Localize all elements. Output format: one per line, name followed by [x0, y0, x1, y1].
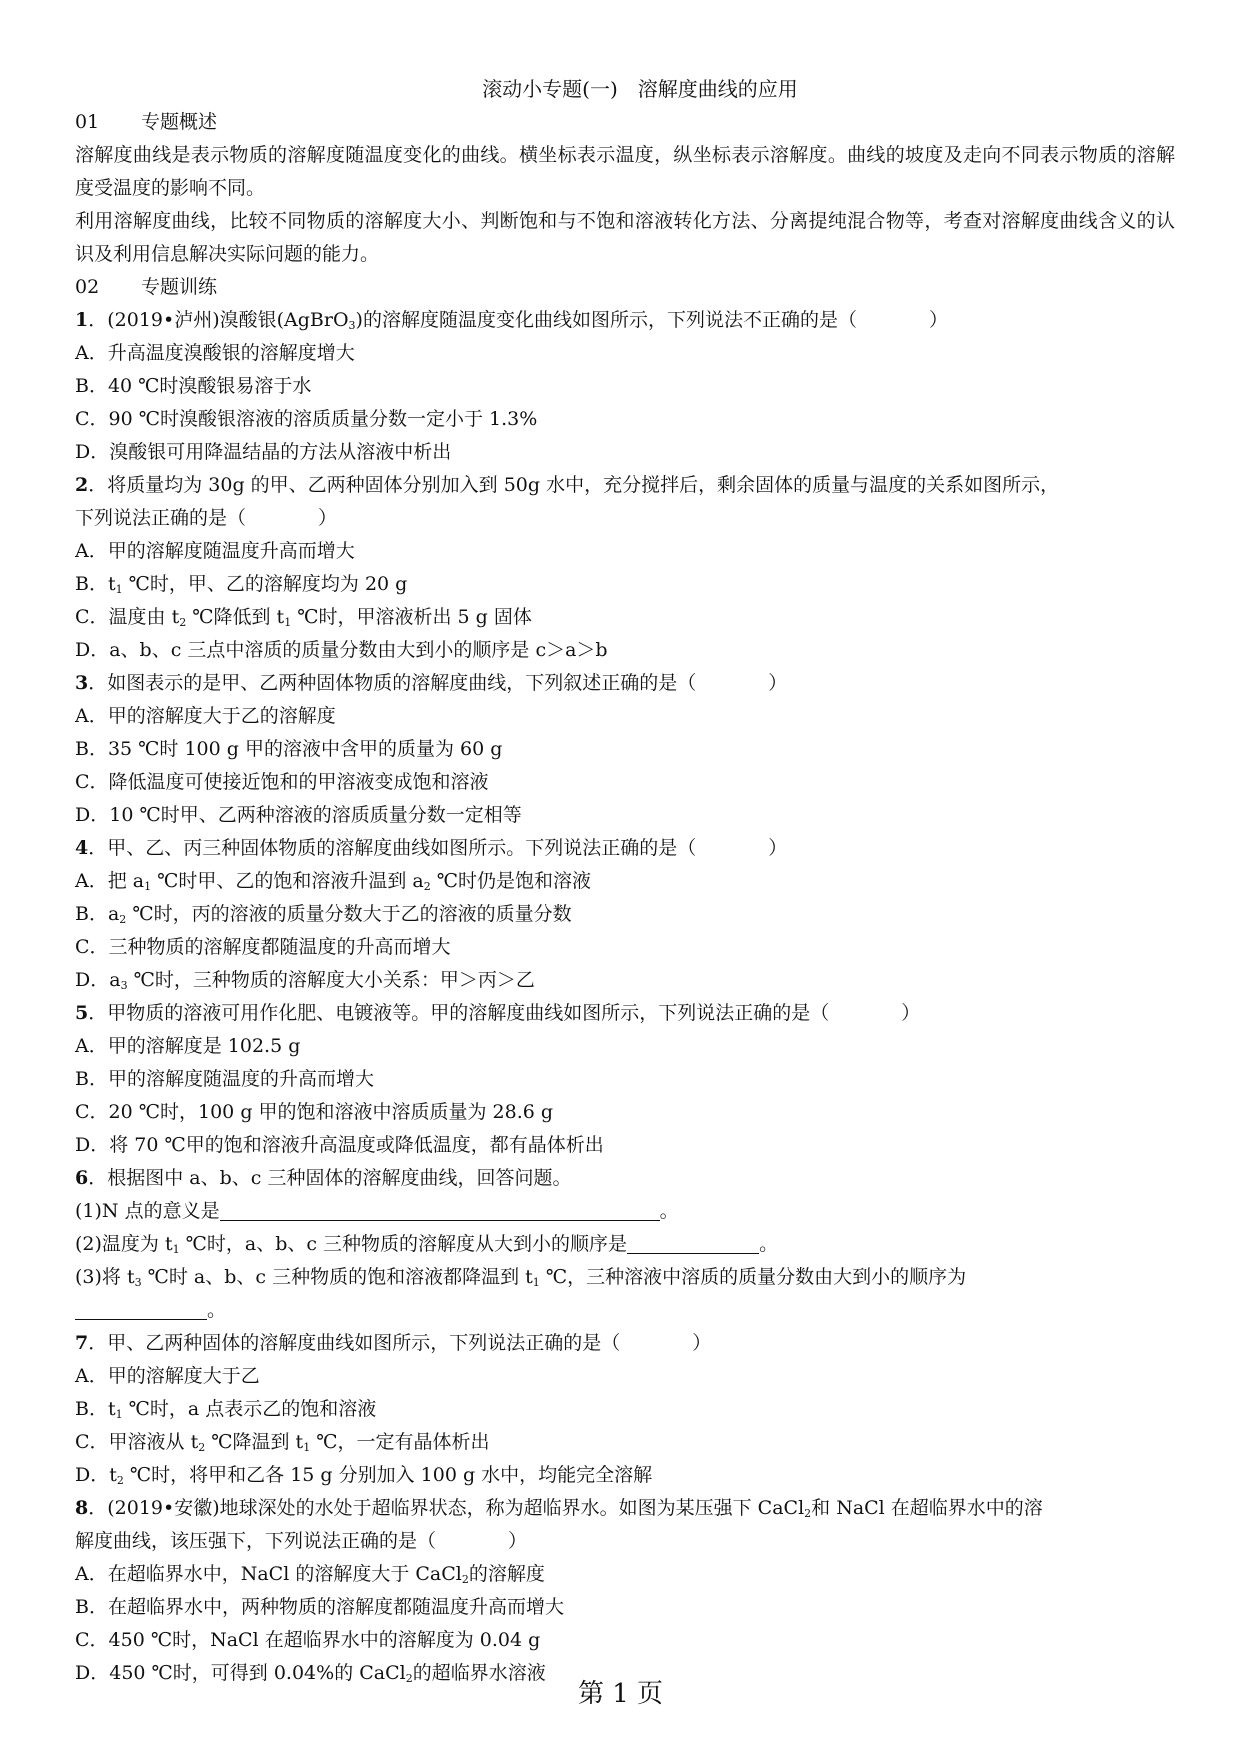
section-number: 02	[75, 276, 100, 298]
stem-text: ．根据图中 a、b、c 三种固体的溶解度曲线，回答问题。	[88, 1167, 572, 1189]
q7-option-d	[75, 1459, 1175, 1492]
subscript: 2	[423, 880, 431, 893]
subscript: 2	[804, 1507, 812, 1520]
section-number: 01	[75, 111, 100, 133]
q2-option-a: A．甲的溶解度随温度升高而增大	[75, 540, 355, 562]
question-number: 8	[75, 1497, 89, 1519]
option-text: C．甲溶液从 t	[75, 1431, 199, 1453]
q3-option-c: C．降低温度可使接近饱和的甲溶液变成饱和溶液	[75, 771, 489, 793]
section-title: 专题概述	[141, 111, 218, 133]
stem-text: 和 NaCl 在超临界水中的溶	[811, 1497, 1043, 1519]
q3-option-a: A．甲的溶解度大于乙的溶解度	[75, 705, 336, 727]
subscript: 1	[303, 1441, 311, 1454]
option-text: ℃降温到 t	[205, 1431, 304, 1453]
part-text: ℃时 a、b、c 三种物质的饱和溶液都降温到 t	[141, 1266, 533, 1288]
stem-text: 解度曲线，该压强下，下列说法正确的是（	[75, 1530, 437, 1552]
close-paren: ）	[768, 672, 788, 694]
subscript: 1	[172, 1243, 180, 1256]
subscript: 1	[115, 1408, 123, 1421]
option-text: ℃时甲、乙的饱和溶液升温到 a	[151, 870, 424, 892]
stem-text: ．(2019•泸州)溴酸银(AgBrO	[88, 309, 349, 331]
q7-option-c	[75, 1426, 1175, 1459]
subscript: 3	[348, 319, 356, 332]
option-text: ℃降低到 t	[186, 606, 285, 628]
question-1-stem	[75, 304, 1175, 337]
q7-option-a: A．甲的溶解度大于乙	[75, 1365, 260, 1387]
q5-option-d: D．将 70 ℃甲的饱和溶液升高温度或降低温度，都有晶体析出	[75, 1134, 604, 1156]
option-text: ℃时，a 点表示乙的饱和溶液	[122, 1398, 377, 1420]
question-number: 4	[75, 837, 89, 859]
q3-option-b: B．35 ℃时 100 g 甲的溶液中含甲的质量为 60 g	[75, 738, 503, 760]
close-paren: ）	[692, 1332, 712, 1354]
question-3-stem	[75, 667, 1175, 700]
q4-option-a	[75, 865, 1175, 898]
q8-option-a	[75, 1558, 1175, 1591]
option-text: D．450 ℃时，可得到 0.04%的 CaCl	[75, 1662, 406, 1684]
option-text: A．把 a	[75, 870, 145, 892]
part-text: 。	[207, 1299, 227, 1321]
option-text: ℃时，丙的溶液的质量分数大于乙的溶液的质量分数	[126, 903, 572, 925]
option-text: A．在超临界水中，NaCl 的溶解度大于 CaCl	[75, 1563, 462, 1585]
part-text: 。	[659, 1200, 679, 1222]
q5-option-c: C．20 ℃时，100 g 甲的饱和溶液中溶质质量为 28.6 g	[75, 1101, 554, 1123]
question-5-stem	[75, 997, 1175, 1030]
subscript: 2	[179, 616, 187, 629]
answer-blank[interactable]	[220, 1198, 660, 1221]
part-text: ℃时，a、b、c 三种物质的溶解度从大到小的顺序是	[179, 1233, 628, 1255]
q6-part-3	[75, 1261, 1175, 1294]
overview-paragraph-1: 溶解度曲线是表示物质的溶解度随温度变化的曲线。横坐标表示温度，纵坐标表示溶解度。曲线的坡度及走向不同表示物质的溶解度受温度的影响不同。	[75, 144, 1175, 199]
stem-text: 下列说法正确的是（	[75, 507, 247, 529]
option-text: ℃时，甲溶液析出 5 g 固体	[291, 606, 532, 628]
subscript: 1	[144, 880, 152, 893]
close-paren: ）	[318, 507, 338, 529]
question-number: 2	[75, 474, 89, 496]
q6-part-3-cont	[75, 1294, 1175, 1327]
q4-option-c: C．三种物质的溶解度都随温度的升高而增大	[75, 936, 451, 958]
option-text: B．t	[75, 573, 116, 595]
answer-blank[interactable]	[627, 1231, 759, 1254]
document-page	[75, 72, 1175, 1690]
q8-option-b: B．在超临界水中，两种物质的溶解度都随温度升高而增大	[75, 1596, 564, 1618]
q1-option-a: A．升高温度溴酸银的溶解度增大	[75, 342, 355, 364]
option-text: 的溶解度	[468, 1563, 545, 1585]
question-number: 7	[75, 1332, 89, 1354]
option-text: ℃时，甲、乙的溶解度均为 20 g	[122, 573, 408, 595]
q6-part-1	[75, 1195, 1175, 1228]
question-number: 3	[75, 672, 89, 694]
option-text: D．t	[75, 1464, 117, 1486]
answer-blank[interactable]	[75, 1297, 207, 1320]
option-text: ℃，一定有晶体析出	[310, 1431, 490, 1453]
part-text: (3)将 t	[75, 1266, 135, 1288]
part-text: ℃，三种溶液中溶质的质量分数由大到小的顺序为	[539, 1266, 967, 1288]
stem-text: ．甲、乙两种固体的溶解度曲线如图所示，下列说法正确的是（	[88, 1332, 621, 1354]
q5-option-b: B．甲的溶解度随温度的升高而增大	[75, 1068, 374, 1090]
subscript: 1	[115, 583, 123, 596]
part-text: (1)N 点的意义是	[75, 1200, 220, 1222]
subscript: 3	[120, 979, 128, 992]
section-heading-training	[75, 271, 1175, 304]
section-heading-overview	[75, 106, 1175, 139]
close-paren: ）	[928, 309, 948, 331]
stem-text: ．将质量均为 30g 的甲、乙两种固体分别加入到 50g 水中，充分搅拌后，剩余固体的质量与温度的关系如图所示，	[88, 474, 1060, 496]
stem-text: ．如图表示的是甲、乙两种固体物质的溶解度曲线，下列叙述正确的是（	[88, 672, 697, 694]
page-title: 滚动小专题(一) 溶解度曲线的应用	[482, 77, 798, 101]
option-text: D．a	[75, 969, 121, 991]
question-2-stem-cont	[75, 502, 1175, 535]
question-2-stem	[75, 469, 1175, 502]
stem-text: )的溶解度随温度变化曲线如图所示，下列说法不正确的是（	[355, 309, 857, 331]
q1-option-b: B．40 ℃时溴酸银易溶于水	[75, 375, 312, 397]
subscript: 2	[405, 1672, 413, 1685]
stem-text: ．甲、乙、丙三种固体物质的溶解度曲线如图所示。下列说法正确的是（	[88, 837, 697, 859]
close-paren: ）	[768, 837, 788, 859]
part-text: 。	[759, 1233, 779, 1255]
page-footer: 第 1 页	[577, 1679, 664, 1709]
q2-option-b	[75, 568, 1175, 601]
q3-option-d: D．10 ℃时甲、乙两种溶液的溶质质量分数一定相等	[75, 804, 522, 826]
q2-option-d: D．a、b、c 三点中溶质的质量分数由大到小的顺序是 c＞a＞b	[75, 639, 608, 661]
subscript: 2	[198, 1441, 206, 1454]
section-title: 专题训练	[141, 276, 218, 298]
option-text: ℃时仍是饱和溶液	[430, 870, 592, 892]
question-8-stem-cont	[75, 1525, 1175, 1558]
q4-option-d	[75, 964, 1175, 997]
stem-text: ．甲物质的溶液可用作化肥、电镀液等。甲的溶解度曲线如图所示，下列说法正确的是（	[88, 1002, 830, 1024]
question-7-stem	[75, 1327, 1175, 1360]
subscript: 2	[119, 913, 127, 926]
q1-option-c: C．90 ℃时溴酸银溶液的溶质质量分数一定小于 1.3%	[75, 408, 538, 430]
q4-option-b	[75, 898, 1175, 931]
option-text: ℃时，三种物质的溶解度大小关系：甲＞丙＞乙	[127, 969, 535, 991]
option-text: B．t	[75, 1398, 116, 1420]
q7-option-b	[75, 1393, 1175, 1426]
option-text: B．a	[75, 903, 120, 925]
q8-option-c: C．450 ℃时，NaCl 在超临界水中的溶解度为 0.04 g	[75, 1629, 541, 1651]
option-text: ℃时，将甲和乙各 15 g 分别加入 100 g 水中，均能完全溶解	[123, 1464, 653, 1486]
question-number: 6	[75, 1167, 89, 1189]
part-text: (2)温度为 t	[75, 1233, 173, 1255]
option-text: 的超临界水溶液	[412, 1662, 546, 1684]
subscript: 2	[461, 1573, 469, 1586]
close-paren: ）	[901, 1002, 921, 1024]
q1-option-d: D．溴酸银可用降温结晶的方法从溶液中析出	[75, 441, 452, 463]
question-6-stem	[75, 1162, 1175, 1195]
q5-option-a: A．甲的溶解度是 102.5 g	[75, 1035, 301, 1057]
stem-text: ．(2019•安徽)地球深处的水处于超临界状态，称为超临界水。如图为某压强下 CaCl	[88, 1497, 805, 1519]
question-4-stem	[75, 832, 1175, 865]
overview-paragraph-2: 利用溶解度曲线，比较不同物质的溶解度大小、判断饱和与不饱和溶液转化方法、分离提纯混合物等，考查对溶解度曲线含义的认识及利用信息解决实际问题的能力。	[75, 210, 1175, 265]
option-text: C．温度由 t	[75, 606, 180, 628]
close-paren: ）	[508, 1530, 528, 1552]
subscript: 1	[284, 616, 292, 629]
q6-part-2	[75, 1228, 1175, 1261]
subscript: 1	[532, 1276, 540, 1289]
subscript: 3	[134, 1276, 142, 1289]
q2-option-c	[75, 601, 1175, 634]
question-8-stem	[75, 1492, 1175, 1525]
subscript: 2	[116, 1474, 124, 1487]
question-number: 1	[75, 309, 89, 331]
question-number: 5	[75, 1002, 89, 1024]
